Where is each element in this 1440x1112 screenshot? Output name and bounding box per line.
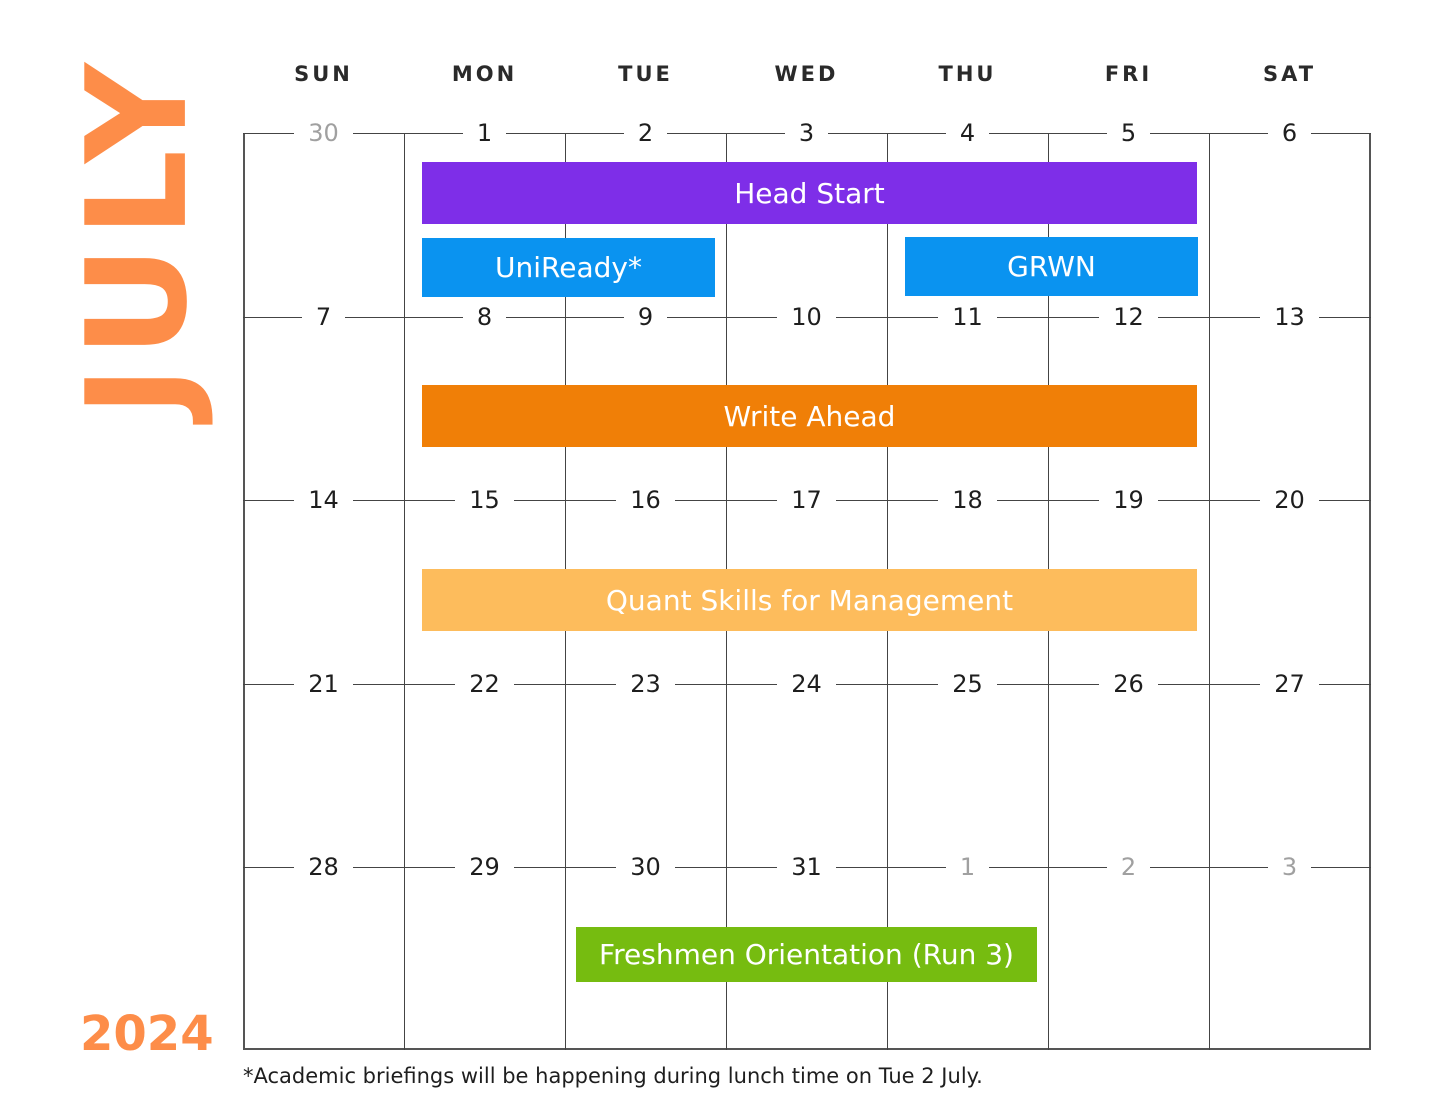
date-label: 16: [616, 486, 675, 514]
date-number: [887, 669, 1048, 699]
event-write-ahead[interactable]: [422, 385, 1197, 447]
date-label: 28: [294, 853, 353, 881]
date-number: [1209, 302, 1370, 332]
date-label: 6: [1268, 119, 1311, 147]
date-number: [565, 302, 726, 332]
date-number: [1048, 485, 1209, 515]
weekday-tue: TUE: [618, 62, 673, 86]
date-number: [243, 852, 404, 882]
weekday-thu: THU: [938, 62, 997, 86]
date-number: [726, 302, 887, 332]
date-number: [887, 485, 1048, 515]
date-number: [404, 485, 565, 515]
date-number-other-month: [243, 118, 404, 148]
date-number: [565, 485, 726, 515]
date-number: [1048, 118, 1209, 148]
date-label: 30: [294, 119, 353, 147]
date-label: 20: [1260, 486, 1319, 514]
date-label: 3: [1268, 853, 1311, 881]
date-number: [404, 669, 565, 699]
date-label: 22: [455, 670, 514, 698]
date-number: [243, 485, 404, 515]
date-number: [565, 118, 726, 148]
date-number: [404, 302, 565, 332]
date-number: [404, 118, 565, 148]
date-label: 1: [463, 119, 506, 147]
date-number-other-month: [1209, 852, 1370, 882]
event-label: UniReady*: [495, 251, 642, 284]
date-label: 27: [1260, 670, 1319, 698]
date-number: [1048, 302, 1209, 332]
event-label: Freshmen Orientation (Run 3): [599, 938, 1014, 971]
event-quant-skills[interactable]: [422, 569, 1197, 631]
date-number: [243, 669, 404, 699]
weekday-sat: SAT: [1262, 62, 1317, 86]
date-label: 14: [294, 486, 353, 514]
date-label: 31: [777, 853, 836, 881]
weekday-sun: SUN: [294, 62, 353, 86]
grid-column-divider: [1209, 133, 1210, 1050]
date-label: 10: [777, 303, 836, 331]
event-uniready[interactable]: [422, 238, 715, 297]
date-label: 26: [1099, 670, 1158, 698]
weekday-mon: MON: [451, 62, 518, 86]
event-grwn[interactable]: [905, 237, 1198, 296]
date-number: [726, 118, 887, 148]
date-label: 4: [946, 119, 989, 147]
weekday-fri: FRI: [1104, 62, 1153, 86]
date-label: 11: [938, 303, 997, 331]
date-number: [1048, 669, 1209, 699]
date-label: 2: [624, 119, 667, 147]
date-number: [1209, 118, 1370, 148]
date-label: 7: [302, 303, 345, 331]
date-label: 8: [463, 303, 506, 331]
date-label: 12: [1099, 303, 1158, 331]
date-label: 13: [1260, 303, 1319, 331]
date-label: 17: [777, 486, 836, 514]
date-label: 9: [624, 303, 667, 331]
date-label: 2: [1107, 853, 1150, 881]
date-number-other-month: [887, 852, 1048, 882]
date-number-other-month: [1048, 852, 1209, 882]
month-title: [57, 55, 218, 417]
weekday-wed: WED: [774, 62, 839, 86]
year-label: 2024: [80, 1006, 214, 1062]
date-number: [887, 302, 1048, 332]
date-number: [243, 302, 404, 332]
date-label: 24: [777, 670, 836, 698]
footnote: *Academic briefings will be happening during lunch time on Tue 2 July.: [243, 1064, 983, 1088]
date-label: 18: [938, 486, 997, 514]
date-label: 30: [616, 853, 675, 881]
event-freshmen-orientation[interactable]: [576, 927, 1037, 982]
date-number: [1209, 485, 1370, 515]
date-label: 21: [294, 670, 353, 698]
date-label: 25: [938, 670, 997, 698]
grid-column-divider: [404, 133, 405, 1050]
date-number: [726, 485, 887, 515]
date-number: [887, 118, 1048, 148]
date-label: 23: [616, 670, 675, 698]
event-label: Quant Skills for Management: [605, 583, 1014, 617]
date-label: 3: [785, 119, 828, 147]
date-number: [726, 852, 887, 882]
date-number: [1209, 669, 1370, 699]
month-label: JULY: [57, 55, 218, 417]
date-number: [565, 852, 726, 882]
date-label: 5: [1107, 119, 1150, 147]
date-label: 1: [946, 853, 989, 881]
date-number: [565, 669, 726, 699]
event-head-start[interactable]: [422, 162, 1197, 224]
event-label: Head Start: [734, 176, 885, 210]
event-label: Write Ahead: [723, 399, 896, 433]
date-label: 19: [1099, 486, 1158, 514]
event-label: GRWN: [1007, 250, 1096, 283]
date-label: 29: [455, 853, 514, 881]
date-number: [726, 669, 887, 699]
date-label: 15: [455, 486, 514, 514]
date-number: [404, 852, 565, 882]
